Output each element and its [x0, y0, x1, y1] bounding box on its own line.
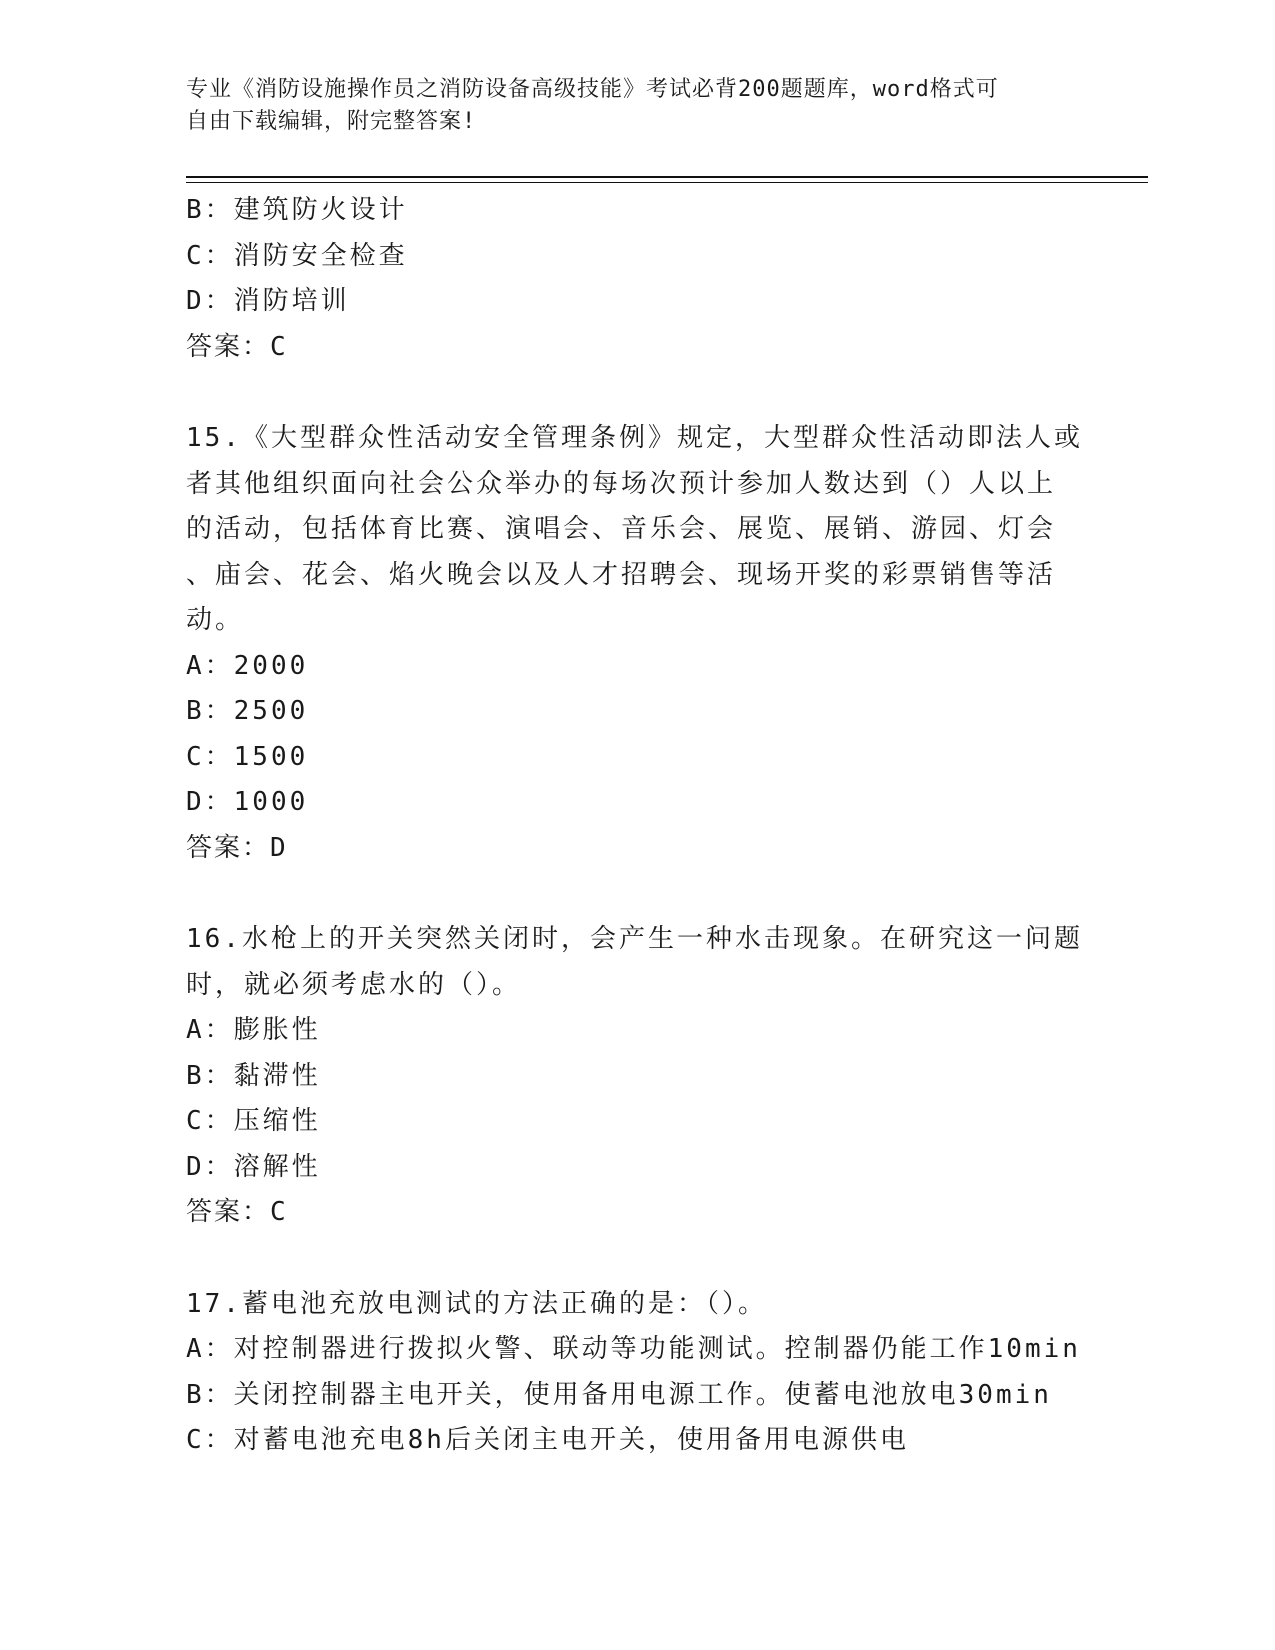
answer-line: 答案：C — [186, 331, 288, 362]
option-b: B：关闭控制器主电开关，使用备用电源工作。使蓄电池放电30min — [186, 1379, 1052, 1410]
question-text-line: 动。 — [186, 605, 245, 635]
spacer — [186, 871, 1086, 917]
option-d: D：溶解性 — [186, 1151, 321, 1182]
option-a: A：对控制器进行拨拟火警、联动等功能测试。控制器仍能工作10min — [186, 1334, 1081, 1364]
question-15 — [186, 416, 1086, 871]
option-b: B：2500 — [186, 696, 309, 726]
question-text-line: 的活动，包括体育比赛、演唱会、音乐会、展览、展销、游园、灯会 — [186, 514, 1057, 544]
question-text-line: 15.《大型群众性活动安全管理条例》规定，大型群众性活动即法人或 — [186, 423, 1083, 453]
option-c: C：压缩性 — [186, 1106, 321, 1136]
option-b: B：黏滞性 — [186, 1060, 321, 1091]
header-line-2: 自由下载编辑，附完整答案! — [186, 109, 477, 134]
option-a: A：2000 — [186, 650, 309, 681]
option-a: A：膨胀性 — [186, 1015, 321, 1045]
question-text-line: 、庙会、花会、焰火晚会以及人才招聘会、现场开奖的彩票销售等活 — [186, 559, 1057, 590]
option-b: B：建筑防火设计 — [186, 195, 408, 225]
header-line-1: 专业《消防设施操作员之消防设备高级技能》考试必背200题题库，word格式可 — [186, 77, 999, 102]
header-divider-thick — [186, 176, 1148, 178]
option-d: D：消防培训 — [186, 286, 350, 316]
option-c: C：消防安全检查 — [186, 240, 408, 271]
question-text-line: 时，就必须考虑水的（）。 — [186, 969, 522, 1000]
answer-line: 答案：C — [186, 1197, 288, 1227]
option-d: D：1000 — [186, 787, 309, 817]
document-body — [186, 188, 1086, 1464]
document-header — [186, 74, 1076, 138]
header-divider-thin — [186, 182, 1148, 183]
question-text-line: 16.水枪上的开关突然关闭时，会产生一种水击现象。在研究这一问题 — [186, 924, 1083, 954]
option-c: C：1500 — [186, 741, 309, 772]
option-c: C：对蓄电池充电8h后关闭主电开关，使用备用电源供电 — [186, 1425, 909, 1455]
question-text-line: 17.蓄电池充放电测试的方法正确的是：（）。 — [186, 1288, 767, 1319]
answer-line: 答案：D — [186, 832, 288, 863]
question-17 — [186, 1282, 1086, 1464]
spacer — [186, 370, 1086, 416]
question-16 — [186, 917, 1086, 1236]
question-14-continued — [186, 188, 1086, 370]
spacer — [186, 1236, 1086, 1282]
question-text-line: 者其他组织面向社会公众举办的每场次预计参加人数达到（）人以上 — [186, 468, 1057, 499]
